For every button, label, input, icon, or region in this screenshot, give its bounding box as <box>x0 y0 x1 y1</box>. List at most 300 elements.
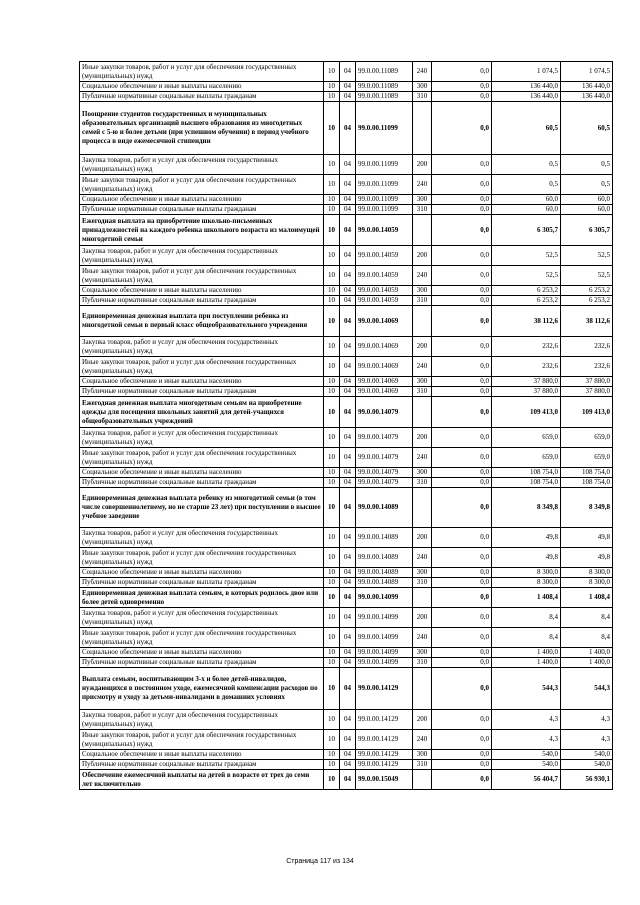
cell-section: 10 <box>324 658 340 668</box>
table-row <box>80 588 613 608</box>
cell-name: Публичные нормативные социальные выплаты гражданам <box>80 578 324 588</box>
cell-amount-2: 540,0 <box>492 760 561 770</box>
cell-subsection: 04 <box>340 578 356 588</box>
cell-section: 10 <box>324 387 340 397</box>
cell-amount-2: 1 400,0 <box>492 648 561 658</box>
table-row <box>80 568 613 578</box>
cell-amount-3: 6 253,2 <box>561 296 613 306</box>
cell-amount-1: 0,0 <box>432 760 492 770</box>
cell-amount-2: 136 440,0 <box>492 92 561 102</box>
cell-amount-3: 108 754,0 <box>561 468 613 478</box>
cell-amount-3: 60,0 <box>561 205 613 215</box>
cell-section: 10 <box>324 397 340 428</box>
cell-name: Иные закупки товаров, работ и услуг для обеспечения государственных (муниципальных) нужд <box>80 62 324 82</box>
cell-target-article: 99.0.00.14089 <box>356 528 413 548</box>
cell-amount-2: 8,4 <box>492 608 561 628</box>
table-row <box>80 658 613 668</box>
cell-expense-type <box>413 215 432 246</box>
cell-section: 10 <box>324 668 340 710</box>
cell-expense-type: 200 <box>413 246 432 266</box>
cell-subsection: 04 <box>340 102 356 155</box>
cell-target-article: 99.0.00.14129 <box>356 668 413 710</box>
cell-expense-type: 240 <box>413 548 432 568</box>
cell-subsection: 04 <box>340 387 356 397</box>
cell-section: 10 <box>324 306 340 337</box>
table-row <box>80 668 613 710</box>
cell-amount-2: 37 880,0 <box>492 387 561 397</box>
cell-subsection: 04 <box>340 246 356 266</box>
cell-subsection: 04 <box>340 266 356 286</box>
cell-subsection: 04 <box>340 568 356 578</box>
cell-section: 10 <box>324 266 340 286</box>
cell-target-article: 99.0.00.11089 <box>356 92 413 102</box>
cell-expense-type: 310 <box>413 205 432 215</box>
cell-section: 10 <box>324 628 340 648</box>
cell-name: Публичные нормативные социальные выплаты гражданам <box>80 760 324 770</box>
cell-amount-3: 136 440,0 <box>561 92 613 102</box>
cell-subsection: 04 <box>340 588 356 608</box>
table-row <box>80 448 613 468</box>
cell-amount-1: 0,0 <box>432 658 492 668</box>
cell-amount-1: 0,0 <box>432 377 492 387</box>
cell-section: 10 <box>324 195 340 205</box>
cell-amount-3: 38 112,6 <box>561 306 613 337</box>
cell-amount-3: 6 253,2 <box>561 286 613 296</box>
cell-target-article: 99.0.00.14129 <box>356 750 413 760</box>
cell-expense-type: 240 <box>413 730 432 750</box>
cell-expense-type: 300 <box>413 286 432 296</box>
cell-expense-type: 310 <box>413 296 432 306</box>
cell-name: Закупка товаров, работ и услуг для обеспечения государственных (муниципальных) нужд <box>80 710 324 730</box>
cell-section: 10 <box>324 82 340 92</box>
table-row <box>80 286 613 296</box>
cell-name: Выплата семьям, воспитывающим 3-х и более детей-инвалидов, нуждающихся в постоянном уходе, ежемесячной компенсации расходов по присмотру и уходу за детьми-инвалидами в домашних условиях <box>80 668 324 710</box>
cell-section: 10 <box>324 478 340 488</box>
cell-name: Закупка товаров, работ и услуг для обеспечения государственных (муниципальных) нужд <box>80 428 324 448</box>
cell-amount-1: 0,0 <box>432 608 492 628</box>
cell-amount-3: 544,3 <box>561 668 613 710</box>
cell-target-article: 99.0.00.15049 <box>356 770 413 790</box>
cell-amount-3: 8,4 <box>561 628 613 648</box>
cell-name: Социальное обеспечение и иные выплаты населению <box>80 195 324 205</box>
cell-name: Публичные нормативные социальные выплаты гражданам <box>80 296 324 306</box>
cell-subsection: 04 <box>340 306 356 337</box>
table-row <box>80 730 613 750</box>
cell-amount-2: 8 349,8 <box>492 488 561 528</box>
cell-section: 10 <box>324 296 340 306</box>
cell-amount-2: 60,0 <box>492 205 561 215</box>
table-row <box>80 750 613 760</box>
cell-name: Иные закупки товаров, работ и услуг для обеспечения государственных (муниципальных) нужд <box>80 266 324 286</box>
cell-expense-type <box>413 588 432 608</box>
cell-expense-type: 240 <box>413 175 432 195</box>
cell-expense-type: 310 <box>413 578 432 588</box>
cell-name: Закупка товаров, работ и услуг для обеспечения государственных (муниципальных) нужд <box>80 608 324 628</box>
cell-amount-3: 232,6 <box>561 357 613 377</box>
cell-amount-1: 0,0 <box>432 387 492 397</box>
cell-expense-type: 200 <box>413 710 432 730</box>
cell-amount-2: 8,4 <box>492 628 561 648</box>
cell-name: Поощрение студентов государственных и муниципальных образовательных организаций высшего образования из многодетных семей с 5-ю и более детьми (при успешном обучении) в период учебного процесса в виде ежемесячной стипендии <box>80 102 324 155</box>
cell-amount-2: 6 253,2 <box>492 286 561 296</box>
cell-amount-2: 4,3 <box>492 730 561 750</box>
cell-expense-type: 300 <box>413 750 432 760</box>
table-row <box>80 387 613 397</box>
cell-name: Закупка товаров, работ и услуг для обеспечения государственных (муниципальных) нужд <box>80 337 324 357</box>
cell-amount-2: 38 112,6 <box>492 306 561 337</box>
table-row <box>80 770 613 790</box>
cell-name: Публичные нормативные социальные выплаты гражданам <box>80 92 324 102</box>
cell-section: 10 <box>324 357 340 377</box>
cell-expense-type: 300 <box>413 568 432 578</box>
cell-expense-type: 300 <box>413 648 432 658</box>
cell-amount-1: 0,0 <box>432 102 492 155</box>
cell-amount-2: 49,8 <box>492 548 561 568</box>
cell-amount-2: 136 440,0 <box>492 82 561 92</box>
cell-amount-1: 0,0 <box>432 750 492 760</box>
cell-amount-3: 108 754,0 <box>561 478 613 488</box>
page-number: Страница 117 из 134 <box>286 858 354 865</box>
table-row <box>80 528 613 548</box>
cell-amount-2: 6 305,7 <box>492 215 561 246</box>
cell-amount-1: 0,0 <box>432 448 492 468</box>
table-row <box>80 488 613 528</box>
table-row <box>80 337 613 357</box>
cell-target-article: 99.0.00.14069 <box>356 337 413 357</box>
cell-name: Иные закупки товаров, работ и услуг для обеспечения государственных (муниципальных) нужд <box>80 628 324 648</box>
cell-amount-1: 0,0 <box>432 306 492 337</box>
cell-expense-type: 310 <box>413 92 432 102</box>
cell-amount-1: 0,0 <box>432 528 492 548</box>
cell-amount-1: 0,0 <box>432 296 492 306</box>
cell-section: 10 <box>324 468 340 478</box>
cell-section: 10 <box>324 62 340 82</box>
cell-target-article: 99.0.00.14079 <box>356 478 413 488</box>
cell-amount-3: 0,5 <box>561 155 613 175</box>
cell-expense-type <box>413 306 432 337</box>
cell-amount-3: 540,0 <box>561 750 613 760</box>
cell-subsection: 04 <box>340 750 356 760</box>
cell-target-article: 99.0.00.14059 <box>356 246 413 266</box>
cell-amount-2: 60,0 <box>492 195 561 205</box>
cell-amount-3: 659,0 <box>561 448 613 468</box>
cell-section: 10 <box>324 337 340 357</box>
cell-subsection: 04 <box>340 760 356 770</box>
budget-table <box>79 61 613 790</box>
cell-name: Публичные нормативные социальные выплаты гражданам <box>80 387 324 397</box>
cell-amount-3: 49,8 <box>561 528 613 548</box>
cell-expense-type: 240 <box>413 628 432 648</box>
cell-target-article: 99.0.00.14089 <box>356 578 413 588</box>
cell-target-article: 99.0.00.14099 <box>356 628 413 648</box>
cell-section: 10 <box>324 528 340 548</box>
cell-name: Иные закупки товаров, работ и услуг для обеспечения государственных (муниципальных) нужд <box>80 730 324 750</box>
cell-expense-type: 300 <box>413 195 432 205</box>
cell-amount-3: 1 400,0 <box>561 648 613 658</box>
cell-subsection: 04 <box>340 488 356 528</box>
cell-subsection: 04 <box>340 478 356 488</box>
table-row <box>80 710 613 730</box>
cell-name: Закупка товаров, работ и услуг для обеспечения государственных (муниципальных) нужд <box>80 528 324 548</box>
cell-target-article: 99.0.00.14099 <box>356 658 413 668</box>
cell-name: Социальное обеспечение и иные выплаты населению <box>80 377 324 387</box>
cell-subsection: 04 <box>340 286 356 296</box>
cell-target-article: 99.0.00.14069 <box>356 377 413 387</box>
cell-amount-3: 6 305,7 <box>561 215 613 246</box>
cell-name: Обеспечение ежемесячной выплаты на детей в возрасте от трех до семи лет включительно <box>80 770 324 790</box>
cell-name: Ежегодная денежная выплата многодетным семьям на приобретение одежды для посещения школьных занятий для детей-учащихся общеобразовательных учреждений <box>80 397 324 428</box>
cell-subsection: 04 <box>340 608 356 628</box>
cell-target-article: 99.0.00.11099 <box>356 205 413 215</box>
table-row <box>80 62 613 82</box>
cell-target-article: 99.0.00.11099 <box>356 102 413 155</box>
cell-amount-1: 0,0 <box>432 568 492 578</box>
cell-section: 10 <box>324 568 340 578</box>
cell-name: Публичные нормативные социальные выплаты гражданам <box>80 478 324 488</box>
cell-subsection: 04 <box>340 710 356 730</box>
cell-subsection: 04 <box>340 92 356 102</box>
cell-expense-type: 200 <box>413 528 432 548</box>
cell-subsection: 04 <box>340 205 356 215</box>
cell-section: 10 <box>324 286 340 296</box>
cell-expense-type <box>413 397 432 428</box>
cell-amount-3: 1 408,4 <box>561 588 613 608</box>
table-body <box>80 62 613 790</box>
table-row <box>80 82 613 92</box>
cell-target-article: 99.0.00.14099 <box>356 588 413 608</box>
cell-section: 10 <box>324 750 340 760</box>
cell-name: Иные закупки товаров, работ и услуг для обеспечения государственных (муниципальных) нужд <box>80 548 324 568</box>
cell-expense-type: 200 <box>413 155 432 175</box>
cell-amount-2: 52,5 <box>492 266 561 286</box>
cell-expense-type: 200 <box>413 428 432 448</box>
cell-amount-2: 232,6 <box>492 357 561 377</box>
cell-expense-type: 200 <box>413 337 432 357</box>
table-row <box>80 102 613 155</box>
cell-amount-1: 0,0 <box>432 397 492 428</box>
cell-section: 10 <box>324 448 340 468</box>
cell-subsection: 04 <box>340 628 356 648</box>
table-row <box>80 397 613 428</box>
cell-amount-1: 0,0 <box>432 82 492 92</box>
cell-amount-2: 49,8 <box>492 528 561 548</box>
cell-subsection: 04 <box>340 468 356 478</box>
cell-amount-3: 37 880,0 <box>561 387 613 397</box>
cell-amount-2: 56 404,7 <box>492 770 561 790</box>
cell-amount-1: 0,0 <box>432 468 492 478</box>
cell-subsection: 04 <box>340 62 356 82</box>
cell-target-article: 99.0.00.11099 <box>356 175 413 195</box>
cell-amount-3: 109 413,0 <box>561 397 613 428</box>
cell-subsection: 04 <box>340 195 356 205</box>
cell-section: 10 <box>324 246 340 266</box>
cell-amount-2: 1 400,0 <box>492 658 561 668</box>
cell-name: Единовременная денежная выплата семьям, в которых родилось двое или более детей одновременно <box>80 588 324 608</box>
cell-section: 10 <box>324 588 340 608</box>
cell-target-article: 99.0.00.14089 <box>356 568 413 578</box>
cell-subsection: 04 <box>340 82 356 92</box>
cell-amount-3: 52,5 <box>561 266 613 286</box>
cell-name: Закупка товаров, работ и услуг для обеспечения государственных (муниципальных) нужд <box>80 246 324 266</box>
cell-amount-1: 0,0 <box>432 92 492 102</box>
cell-amount-1: 0,0 <box>432 578 492 588</box>
cell-subsection: 04 <box>340 357 356 377</box>
cell-amount-1: 0,0 <box>432 428 492 448</box>
cell-expense-type: 300 <box>413 468 432 478</box>
cell-amount-1: 0,0 <box>432 266 492 286</box>
table-row <box>80 548 613 568</box>
table-row <box>80 377 613 387</box>
cell-name: Иные закупки товаров, работ и услуг для обеспечения государственных (муниципальных) нужд <box>80 448 324 468</box>
cell-expense-type: 300 <box>413 377 432 387</box>
cell-amount-2: 544,3 <box>492 668 561 710</box>
cell-amount-1: 0,0 <box>432 548 492 568</box>
cell-subsection: 04 <box>340 770 356 790</box>
cell-expense-type <box>413 668 432 710</box>
cell-amount-2: 0,5 <box>492 155 561 175</box>
cell-amount-1: 0,0 <box>432 215 492 246</box>
table-row <box>80 608 613 628</box>
cell-subsection: 04 <box>340 337 356 357</box>
cell-target-article: 99.0.00.14069 <box>356 306 413 337</box>
cell-expense-type: 310 <box>413 658 432 668</box>
cell-target-article: 99.0.00.14079 <box>356 428 413 448</box>
cell-subsection: 04 <box>340 548 356 568</box>
cell-name: Социальное обеспечение и иные выплаты населению <box>80 286 324 296</box>
cell-subsection: 04 <box>340 175 356 195</box>
cell-amount-3: 8,4 <box>561 608 613 628</box>
cell-amount-3: 4,3 <box>561 730 613 750</box>
table-row <box>80 155 613 175</box>
cell-subsection: 04 <box>340 397 356 428</box>
cell-amount-1: 0,0 <box>432 175 492 195</box>
cell-amount-3: 60,5 <box>561 102 613 155</box>
cell-amount-3: 136 440,0 <box>561 82 613 92</box>
cell-expense-type: 300 <box>413 82 432 92</box>
cell-amount-2: 8 300,0 <box>492 578 561 588</box>
table-row <box>80 357 613 377</box>
cell-target-article: 99.0.00.14129 <box>356 760 413 770</box>
cell-amount-2: 232,6 <box>492 337 561 357</box>
cell-name: Социальное обеспечение и иные выплаты населению <box>80 82 324 92</box>
cell-amount-2: 540,0 <box>492 750 561 760</box>
cell-amount-2: 0,5 <box>492 175 561 195</box>
cell-section: 10 <box>324 488 340 528</box>
cell-expense-type: 240 <box>413 448 432 468</box>
cell-expense-type: 240 <box>413 357 432 377</box>
cell-amount-1: 0,0 <box>432 286 492 296</box>
cell-target-article: 99.0.00.14099 <box>356 648 413 658</box>
cell-amount-2: 60,5 <box>492 102 561 155</box>
table-row <box>80 428 613 448</box>
cell-amount-3: 4,3 <box>561 710 613 730</box>
cell-target-article: 99.0.00.14059 <box>356 296 413 306</box>
cell-subsection: 04 <box>340 377 356 387</box>
cell-subsection: 04 <box>340 448 356 468</box>
cell-amount-2: 1 408,4 <box>492 588 561 608</box>
cell-amount-1: 0,0 <box>432 357 492 377</box>
cell-amount-3: 8 300,0 <box>561 578 613 588</box>
cell-section: 10 <box>324 155 340 175</box>
cell-target-article: 99.0.00.14079 <box>356 448 413 468</box>
cell-amount-2: 6 253,2 <box>492 296 561 306</box>
cell-amount-3: 60,0 <box>561 195 613 205</box>
cell-target-article: 99.0.00.14069 <box>356 357 413 377</box>
cell-expense-type: 310 <box>413 387 432 397</box>
cell-subsection: 04 <box>340 155 356 175</box>
cell-target-article: 99.0.00.14059 <box>356 215 413 246</box>
cell-section: 10 <box>324 710 340 730</box>
cell-target-article: 99.0.00.14059 <box>356 266 413 286</box>
cell-target-article: 99.0.00.11089 <box>356 62 413 82</box>
cell-amount-3: 8 349,8 <box>561 488 613 528</box>
cell-section: 10 <box>324 548 340 568</box>
cell-section: 10 <box>324 730 340 750</box>
table-row <box>80 478 613 488</box>
cell-name: Иные закупки товаров, работ и услуг для обеспечения государственных (муниципальных) нужд <box>80 357 324 377</box>
cell-amount-1: 0,0 <box>432 770 492 790</box>
cell-amount-1: 0,0 <box>432 710 492 730</box>
cell-name: Иные закупки товаров, работ и услуг для обеспечения государственных (муниципальных) нужд <box>80 175 324 195</box>
cell-amount-1: 0,0 <box>432 195 492 205</box>
cell-amount-2: 659,0 <box>492 428 561 448</box>
cell-name: Социальное обеспечение и иные выплаты населению <box>80 648 324 658</box>
cell-target-article: 99.0.00.14079 <box>356 397 413 428</box>
cell-amount-3: 56 930,1 <box>561 770 613 790</box>
cell-amount-3: 52,5 <box>561 246 613 266</box>
table-row <box>80 175 613 195</box>
cell-target-article: 99.0.00.11099 <box>356 195 413 205</box>
cell-target-article: 99.0.00.14089 <box>356 548 413 568</box>
cell-name: Социальное обеспечение и иные выплаты населению <box>80 468 324 478</box>
cell-amount-3: 659,0 <box>561 428 613 448</box>
table-row <box>80 246 613 266</box>
table-row <box>80 296 613 306</box>
cell-subsection: 04 <box>340 296 356 306</box>
cell-subsection: 04 <box>340 668 356 710</box>
cell-amount-2: 1 074,5 <box>492 62 561 82</box>
cell-amount-1: 0,0 <box>432 205 492 215</box>
cell-amount-1: 0,0 <box>432 730 492 750</box>
table-row <box>80 648 613 658</box>
cell-section: 10 <box>324 377 340 387</box>
cell-expense-type: 240 <box>413 266 432 286</box>
table-row <box>80 628 613 648</box>
cell-amount-2: 108 754,0 <box>492 478 561 488</box>
cell-subsection: 04 <box>340 648 356 658</box>
cell-amount-2: 659,0 <box>492 448 561 468</box>
cell-subsection: 04 <box>340 528 356 548</box>
cell-amount-2: 109 413,0 <box>492 397 561 428</box>
cell-target-article: 99.0.00.14089 <box>356 488 413 528</box>
cell-expense-type: 200 <box>413 608 432 628</box>
cell-name: Единовременная денежная выплата при поступлении ребенка из многодетной семьи в первый класс общеобразовательного учреждения <box>80 306 324 337</box>
cell-amount-1: 0,0 <box>432 488 492 528</box>
cell-target-article: 99.0.00.14099 <box>356 608 413 628</box>
cell-target-article: 99.0.00.14129 <box>356 730 413 750</box>
cell-name: Социальное обеспечение и иные выплаты населению <box>80 750 324 760</box>
cell-name: Закупка товаров, работ и услуг для обеспечения государственных (муниципальных) нужд <box>80 155 324 175</box>
cell-expense-type: 240 <box>413 62 432 82</box>
cell-section: 10 <box>324 760 340 770</box>
cell-amount-1: 0,0 <box>432 478 492 488</box>
table-row <box>80 205 613 215</box>
table-row <box>80 468 613 478</box>
cell-expense-type: 310 <box>413 760 432 770</box>
cell-expense-type <box>413 102 432 155</box>
cell-target-article: 99.0.00.14079 <box>356 468 413 478</box>
cell-expense-type: 310 <box>413 478 432 488</box>
